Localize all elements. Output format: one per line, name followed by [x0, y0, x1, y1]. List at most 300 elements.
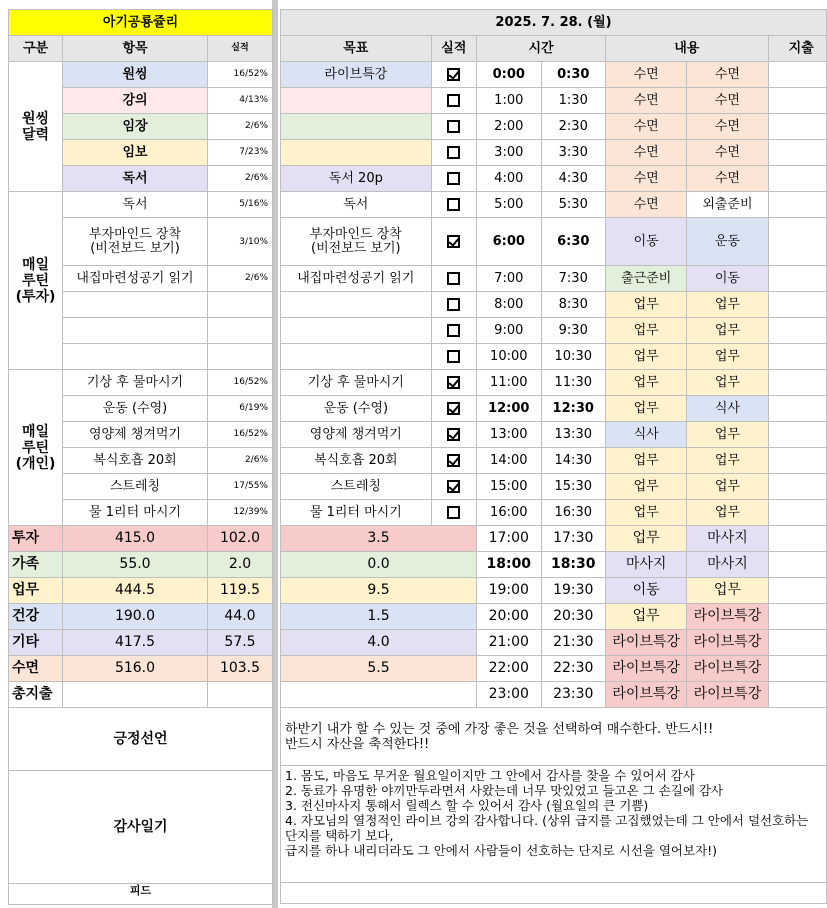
unchecked-checkbox[interactable] [447, 298, 460, 311]
expense-cell[interactable] [768, 526, 826, 552]
time-end: 20:30 [541, 604, 605, 630]
content-first[interactable]: 마사지 [605, 552, 686, 578]
item-percent: 2/6% [208, 266, 273, 292]
content-first[interactable]: 업무 [605, 370, 686, 396]
time-end: 22:30 [541, 656, 605, 682]
item-name[interactable]: 기상 후 물마시기 [63, 370, 208, 396]
content-first[interactable]: 업무 [605, 292, 686, 318]
content-first[interactable]: 업무 [605, 526, 686, 552]
item-name[interactable] [63, 318, 208, 344]
content-second[interactable]: 마사지 [687, 552, 768, 578]
content-second[interactable]: 마사지 [687, 526, 768, 552]
time-end: 14:30 [541, 448, 605, 474]
time-end: 11:30 [541, 370, 605, 396]
time-start: 22:00 [477, 656, 541, 682]
content-second[interactable]: 업무 [687, 448, 768, 474]
summary-row [9, 578, 273, 604]
checked-checkbox[interactable] [447, 454, 460, 467]
item-percent [208, 292, 273, 318]
time-end: 12:30 [541, 396, 605, 422]
content-second[interactable]: 운동 [687, 218, 768, 266]
summary-goal-row [281, 526, 827, 552]
summary-today: 119.5 [208, 578, 273, 604]
checked-checkbox[interactable] [447, 235, 460, 248]
item-percent: 12/39% [208, 500, 273, 526]
time-start: 9:00 [477, 318, 541, 344]
expense-cell[interactable] [768, 266, 826, 292]
content-first[interactable]: 업무 [605, 474, 686, 500]
goal-cell[interactable] [281, 114, 432, 140]
expense-cell[interactable] [768, 604, 826, 630]
content-second[interactable]: 업무 [687, 474, 768, 500]
header-goal: 목표 [281, 36, 432, 62]
schedule-row [281, 266, 827, 292]
time-start: 17:00 [477, 526, 541, 552]
gratitude-row [9, 771, 273, 884]
time-start: 10:00 [477, 344, 541, 370]
goal-cell[interactable]: 기상 후 물마시기 [281, 370, 432, 396]
goal-cell[interactable]: 내집마련성공기 읽기 [281, 266, 432, 292]
gratitude-text[interactable] [281, 766, 827, 883]
expense-cell[interactable] [768, 656, 826, 682]
unchecked-checkbox[interactable] [447, 350, 460, 363]
goal-cell[interactable]: 영양제 챙겨먹기 [281, 422, 432, 448]
summary-total: 417.5 [63, 630, 208, 656]
content-first[interactable]: 라이브특강 [605, 656, 686, 682]
summary-goal: 4.0 [281, 630, 477, 656]
summary-goal-row [281, 656, 827, 682]
time-end: 19:30 [541, 578, 605, 604]
time-start: 23:00 [477, 682, 541, 708]
time-start: 16:00 [477, 500, 541, 526]
gratitude-line: 4. 자모님의 열정적인 라이브 강의 감사합니다. (상위 급지를 고집했었는데 그 안에서 덜선호하는 단지를 택하기 보다, [285, 813, 809, 843]
content-first[interactable]: 수면 [605, 62, 686, 88]
expense-cell[interactable] [768, 344, 826, 370]
done-cell[interactable] [431, 318, 476, 344]
done-cell[interactable] [431, 344, 476, 370]
summary-total: 55.0 [63, 552, 208, 578]
gratitude-label: 감사일기 [9, 771, 273, 884]
done-cell[interactable] [431, 474, 476, 500]
summary-goal-row [281, 682, 827, 708]
summary-label: 총지출 [9, 682, 63, 708]
schedule-row [281, 292, 827, 318]
content-first[interactable]: 업무 [605, 318, 686, 344]
schedule-row [281, 422, 827, 448]
summary-label: 투자 [9, 526, 63, 552]
done-cell[interactable] [431, 192, 476, 218]
content-first[interactable]: 라이브특강 [605, 682, 686, 708]
schedule-row [281, 218, 827, 266]
summary-goal: 0.0 [281, 552, 477, 578]
summary-goal-row [281, 604, 827, 630]
schedule-row [281, 166, 827, 192]
content-first[interactable]: 식사 [605, 422, 686, 448]
expense-cell[interactable] [768, 114, 826, 140]
schedule-row [281, 114, 827, 140]
content-first[interactable]: 업무 [605, 500, 686, 526]
summary-label: 건강 [9, 604, 63, 630]
content-first[interactable]: 라이브특강 [605, 630, 686, 656]
summary-total: 190.0 [63, 604, 208, 630]
right-table [280, 9, 827, 904]
summary-today [208, 682, 273, 708]
summary-goal [281, 682, 477, 708]
summary-row [9, 604, 273, 630]
time-start: 13:00 [477, 422, 541, 448]
content-second[interactable]: 수면 [687, 166, 768, 192]
content-first[interactable]: 이동 [605, 218, 686, 266]
goal-cell[interactable] [281, 292, 432, 318]
done-cell[interactable] [431, 266, 476, 292]
time-end: 8:30 [541, 292, 605, 318]
content-first[interactable]: 수면 [605, 192, 686, 218]
item-name[interactable] [63, 292, 208, 318]
item-percent: 5/16% [208, 192, 273, 218]
schedule-row [281, 396, 827, 422]
goal-cell[interactable]: 복식호흡 20회 [281, 448, 432, 474]
expense-cell[interactable] [768, 218, 826, 266]
expense-cell[interactable] [768, 630, 826, 656]
content-first[interactable]: 업무 [605, 604, 686, 630]
next-text-row [281, 883, 827, 904]
expense-cell[interactable] [768, 682, 826, 708]
unchecked-checkbox[interactable] [447, 120, 460, 133]
summary-goal-row [281, 578, 827, 604]
time-start: 11:00 [477, 370, 541, 396]
goal-cell[interactable]: 독서 20p [281, 166, 432, 192]
affirmation-row [9, 708, 273, 771]
affirmation-text[interactable]: 하반기 내가 할 수 있는 것 중에 가장 좋은 것을 선택하여 매수한다. 반드시!! 반드시 자산을 축적한다!! [281, 708, 827, 766]
item-name[interactable]: 독서 [63, 192, 208, 218]
expense-cell[interactable] [768, 192, 826, 218]
time-start: 6:00 [477, 218, 541, 266]
time-start: 12:00 [477, 396, 541, 422]
sheet-date: 2025. 7. 28. (월) [281, 10, 827, 36]
item-row [9, 62, 273, 88]
content-second[interactable]: 업무 [687, 370, 768, 396]
summary-today: 57.5 [208, 630, 273, 656]
summary-goal-row [281, 552, 827, 578]
content-first[interactable]: 업무 [605, 448, 686, 474]
content-first[interactable]: 이동 [605, 578, 686, 604]
summary-row [9, 682, 273, 708]
expense-cell[interactable] [768, 578, 826, 604]
time-end: 18:30 [541, 552, 605, 578]
unchecked-checkbox[interactable] [447, 272, 460, 285]
date-row [281, 10, 827, 36]
done-cell[interactable] [431, 62, 476, 88]
item-percent: 2/6% [208, 114, 273, 140]
content-second[interactable]: 업무 [687, 344, 768, 370]
done-cell[interactable] [431, 140, 476, 166]
gratitude-line: 1. 몸도, 마음도 무거운 월요일이지만 그 안에서 감사를 찾을 수 있어서 감사 [285, 768, 695, 783]
expense-cell[interactable] [768, 140, 826, 166]
summary-goal: 9.5 [281, 578, 477, 604]
time-start: 8:00 [477, 292, 541, 318]
left-header-row [9, 36, 273, 62]
unchecked-checkbox[interactable] [447, 172, 460, 185]
time-start: 7:00 [477, 266, 541, 292]
summary-today: 2.0 [208, 552, 273, 578]
done-cell[interactable] [431, 88, 476, 114]
affirmation-text-row [281, 708, 827, 766]
item-percent: 4/13% [208, 88, 273, 114]
done-cell[interactable] [431, 422, 476, 448]
done-cell[interactable] [431, 500, 476, 526]
schedule-row [281, 370, 827, 396]
content-second[interactable]: 업무 [687, 578, 768, 604]
schedule-row [281, 140, 827, 166]
content-first[interactable]: 업무 [605, 344, 686, 370]
item-percent: 2/6% [208, 448, 273, 474]
time-start: 1:00 [477, 88, 541, 114]
done-cell[interactable] [431, 218, 476, 266]
header-content: 내용 [605, 36, 768, 62]
time-end: 1:30 [541, 88, 605, 114]
header-item: 항목 [63, 36, 208, 62]
summary-goal-row [281, 630, 827, 656]
header-done: 실적 [431, 36, 476, 62]
item-name[interactable]: 임보 [63, 140, 208, 166]
unchecked-checkbox[interactable] [447, 506, 460, 519]
summary-today: 44.0 [208, 604, 273, 630]
summary-total: 415.0 [63, 526, 208, 552]
gratitude-line: 급지를 하나 내리더라도 그 안에서 사람들이 선호하는 단지로 시선을 열어보자!) [285, 843, 718, 858]
summary-row [9, 656, 273, 682]
time-end: 5:30 [541, 192, 605, 218]
item-name[interactable]: 내집마련성공기 읽기 [63, 266, 208, 292]
group-label: 매일 루틴 (개인) [9, 370, 63, 526]
done-cell[interactable] [431, 114, 476, 140]
time-start: 18:00 [477, 552, 541, 578]
expense-cell[interactable] [768, 370, 826, 396]
expense-cell[interactable] [768, 318, 826, 344]
content-second[interactable]: 수면 [687, 140, 768, 166]
checked-checkbox[interactable] [447, 68, 460, 81]
goal-cell[interactable]: 독서 [281, 192, 432, 218]
time-end: 23:30 [541, 682, 605, 708]
item-row [9, 370, 273, 396]
time-end: 16:30 [541, 500, 605, 526]
time-end: 4:30 [541, 166, 605, 192]
content-second[interactable]: 이동 [687, 266, 768, 292]
expense-cell[interactable] [768, 448, 826, 474]
done-cell[interactable] [431, 370, 476, 396]
content-first[interactable]: 출근준비 [605, 266, 686, 292]
done-cell[interactable] [431, 292, 476, 318]
content-second[interactable]: 라이브특강 [687, 656, 768, 682]
time-start: 21:00 [477, 630, 541, 656]
item-name[interactable]: 원씽 [63, 62, 208, 88]
schedule-row [281, 192, 827, 218]
title-row [9, 10, 273, 36]
content-second[interactable]: 업무 [687, 422, 768, 448]
header-time: 시간 [477, 36, 606, 62]
expense-cell[interactable] [768, 474, 826, 500]
item-name[interactable]: 독서 [63, 166, 208, 192]
time-start: 19:00 [477, 578, 541, 604]
checked-checkbox[interactable] [447, 480, 460, 493]
gratitude-line: 3. 전신마사지 통해서 릴렉스 할 수 있어서 감사 (월요일의 큰 기쁨) [285, 798, 649, 813]
expense-cell[interactable] [768, 422, 826, 448]
summary-goal: 3.5 [281, 526, 477, 552]
time-end: 2:30 [541, 114, 605, 140]
done-cell[interactable] [431, 166, 476, 192]
expense-cell[interactable] [768, 166, 826, 192]
schedule-row [281, 474, 827, 500]
expense-cell[interactable] [768, 62, 826, 88]
goal-cell[interactable] [281, 344, 432, 370]
expense-cell[interactable] [768, 500, 826, 526]
header-expense: 지출 [768, 36, 826, 62]
time-end: 15:30 [541, 474, 605, 500]
time-end: 10:30 [541, 344, 605, 370]
expense-cell[interactable] [768, 292, 826, 318]
item-name[interactable]: 물 1리터 마시기 [63, 500, 208, 526]
time-start: 3:00 [477, 140, 541, 166]
time-start: 20:00 [477, 604, 541, 630]
goal-cell[interactable] [281, 318, 432, 344]
summary-goal: 1.5 [281, 604, 477, 630]
item-name[interactable]: 강의 [63, 88, 208, 114]
goal-cell[interactable]: 스트레칭 [281, 474, 432, 500]
summary-total [63, 682, 208, 708]
right-header-row [281, 36, 827, 62]
time-end: 6:30 [541, 218, 605, 266]
unchecked-checkbox[interactable] [447, 146, 460, 159]
content-second[interactable]: 업무 [687, 292, 768, 318]
content-second[interactable]: 수면 [687, 62, 768, 88]
content-second[interactable]: 수면 [687, 88, 768, 114]
next-text[interactable] [281, 883, 827, 904]
time-start: 5:00 [477, 192, 541, 218]
summary-total: 516.0 [63, 656, 208, 682]
expense-cell[interactable] [768, 396, 826, 422]
item-name[interactable]: 부자마인드 장착 (비전보드 보기) [63, 218, 208, 266]
content-first[interactable]: 업무 [605, 396, 686, 422]
checked-checkbox[interactable] [447, 402, 460, 415]
content-first[interactable]: 수면 [605, 88, 686, 114]
summary-goal: 5.5 [281, 656, 477, 682]
schedule-row [281, 88, 827, 114]
next-row-label: 피드 [9, 884, 273, 905]
unchecked-checkbox[interactable] [447, 324, 460, 337]
content-second[interactable]: 외출준비 [687, 192, 768, 218]
schedule-row [281, 62, 827, 88]
group-label: 매일 루틴 (투자) [9, 192, 63, 370]
item-percent [208, 344, 273, 370]
content-first[interactable]: 수면 [605, 166, 686, 192]
summary-today: 102.0 [208, 526, 273, 552]
schedule-row [281, 318, 827, 344]
content-second[interactable]: 라이브특강 [687, 604, 768, 630]
item-percent: 2/6% [208, 166, 273, 192]
content-second[interactable]: 식사 [687, 396, 768, 422]
goal-cell[interactable]: 물 1리터 마시기 [281, 500, 432, 526]
item-name[interactable]: 운동 (수영) [63, 396, 208, 422]
goal-cell[interactable]: 라이브특강 [281, 62, 432, 88]
schedule-row [281, 448, 827, 474]
group-label: 원씽 달력 [9, 62, 63, 192]
time-end: 3:30 [541, 140, 605, 166]
item-name[interactable]: 복식호흡 20회 [63, 448, 208, 474]
gratitude-text-row [281, 766, 827, 883]
summary-today: 103.5 [208, 656, 273, 682]
goal-cell[interactable] [281, 88, 432, 114]
summary-total: 444.5 [63, 578, 208, 604]
time-end: 0:30 [541, 62, 605, 88]
affirmation-label: 긍정선언 [9, 708, 273, 771]
content-second[interactable]: 라이브특강 [687, 682, 768, 708]
checked-checkbox[interactable] [447, 428, 460, 441]
item-percent: 3/10% [208, 218, 273, 266]
time-end: 7:30 [541, 266, 605, 292]
summary-row [9, 552, 273, 578]
goal-cell[interactable]: 운동 (수영) [281, 396, 432, 422]
item-percent: 16/52% [208, 370, 273, 396]
item-percent [208, 318, 273, 344]
expense-cell[interactable] [768, 88, 826, 114]
time-start: 14:00 [477, 448, 541, 474]
goal-cell[interactable] [281, 140, 432, 166]
item-percent: 7/23% [208, 140, 273, 166]
item-name[interactable] [63, 344, 208, 370]
content-second[interactable]: 업무 [687, 318, 768, 344]
gratitude-line: 2. 동료가 유명한 야끼만두라면서 사왔는데 너무 맛있었고 들고온 그 손길에 감사 [285, 783, 724, 798]
item-row [9, 192, 273, 218]
time-start: 4:00 [477, 166, 541, 192]
item-percent: 16/52% [208, 422, 273, 448]
content-second[interactable]: 수면 [687, 114, 768, 140]
item-percent: 16/52% [208, 62, 273, 88]
item-name[interactable]: 영양제 챙겨먹기 [63, 422, 208, 448]
item-percent: 6/19% [208, 396, 273, 422]
summary-row [9, 630, 273, 656]
checked-checkbox[interactable] [447, 376, 460, 389]
item-name[interactable]: 임장 [63, 114, 208, 140]
summary-row [9, 526, 273, 552]
time-end: 17:30 [541, 526, 605, 552]
time-start: 15:00 [477, 474, 541, 500]
done-cell[interactable] [431, 396, 476, 422]
summary-label: 가족 [9, 552, 63, 578]
summary-label: 수면 [9, 656, 63, 682]
done-cell[interactable] [431, 448, 476, 474]
schedule-row [281, 344, 827, 370]
content-first[interactable]: 수면 [605, 114, 686, 140]
unchecked-checkbox[interactable] [447, 198, 460, 211]
content-first[interactable]: 수면 [605, 140, 686, 166]
content-second[interactable]: 라이브특강 [687, 630, 768, 656]
header-result: 실적 [208, 36, 273, 62]
time-start: 0:00 [477, 62, 541, 88]
item-name[interactable]: 스트레칭 [63, 474, 208, 500]
time-end: 13:30 [541, 422, 605, 448]
expense-cell[interactable] [768, 552, 826, 578]
unchecked-checkbox[interactable] [447, 94, 460, 107]
next-row [9, 884, 273, 905]
summary-label: 업무 [9, 578, 63, 604]
time-end: 21:30 [541, 630, 605, 656]
time-start: 2:00 [477, 114, 541, 140]
header-category: 구분 [9, 36, 63, 62]
goal-cell[interactable]: 부자마인드 장착 (비전보드 보기) [281, 218, 432, 266]
sheet-title: 아기공룡쥴리 [9, 10, 273, 36]
content-second[interactable]: 업무 [687, 500, 768, 526]
time-end: 9:30 [541, 318, 605, 344]
left-table [8, 9, 273, 905]
